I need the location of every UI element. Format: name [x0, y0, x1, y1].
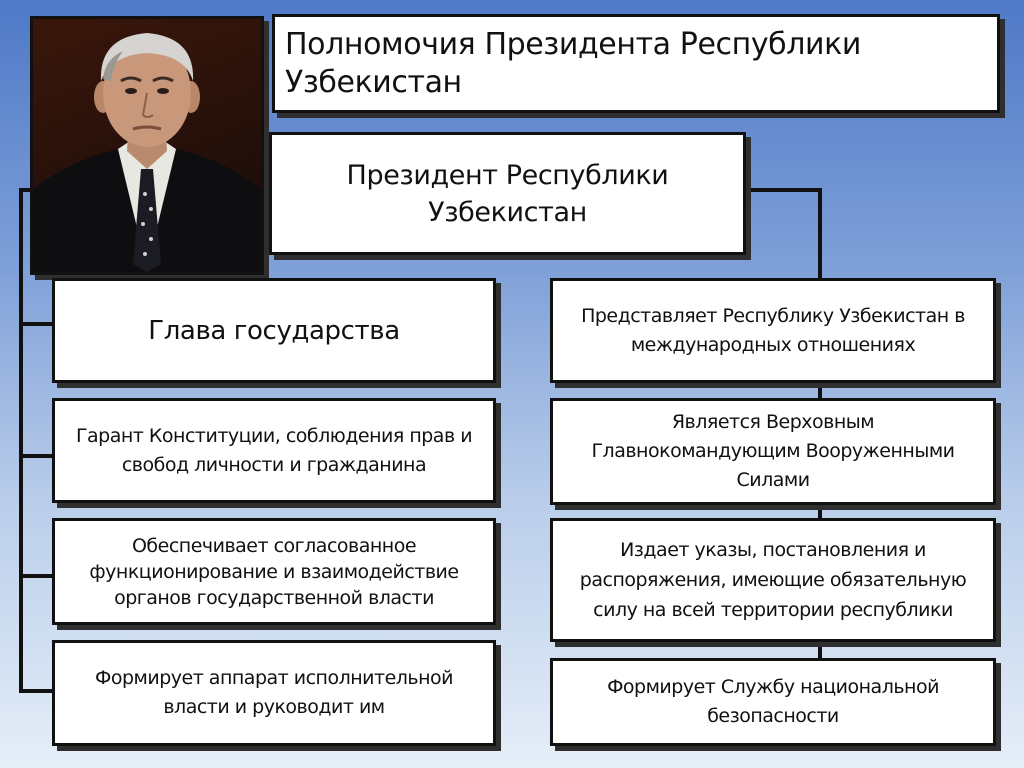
- right-box-decrees: [550, 518, 996, 642]
- left-trunk-line: [19, 188, 23, 693]
- left-box-text: Обеспечивает согласованное функционирование и взаимодействие органов государственной власти: [89, 534, 459, 609]
- left-branch-line: [19, 322, 55, 326]
- left-box-executive-apparatus: [52, 640, 496, 746]
- right-box-text: Представляет Республику Узбекистан в международных отношениях: [581, 304, 965, 356]
- right-box-text: Издает указы, постановления и распоряжения, имеющие обязательную силу на всей территории республики: [579, 539, 967, 621]
- right-box-commander-in-chief: [550, 398, 996, 505]
- left-box-text: Гарант Конституции, соблюдения прав и свобод личности и гражданина: [75, 424, 473, 476]
- right-top-connector: [744, 188, 822, 192]
- left-branch-line: [19, 689, 55, 693]
- left-box-text: Формирует аппарат исполнительной власти и руководит им: [94, 667, 454, 718]
- left-box-text: Глава государства: [148, 315, 400, 346]
- president-box-text: Президент Республики Узбекистан: [346, 159, 669, 228]
- president-box: [269, 132, 746, 255]
- left-branch-line: [19, 454, 55, 458]
- left-box-coordination: [52, 518, 496, 625]
- page-title-text: Полномочия Президента Республики Узбекистан: [285, 26, 861, 100]
- page-title: [272, 14, 1000, 113]
- right-box-text: Формирует Службу национальной безопасности: [607, 676, 939, 727]
- left-branch-line: [19, 574, 55, 578]
- right-box-text: Является Верховным Главнокомандующим Вооруженными Силами: [591, 411, 955, 491]
- left-box-head-of-state: [52, 278, 496, 383]
- left-box-constitution-guarantor: [52, 398, 496, 503]
- president-portrait: [30, 16, 264, 275]
- right-box-international-relations: [550, 278, 996, 383]
- right-box-security-service: [550, 658, 996, 746]
